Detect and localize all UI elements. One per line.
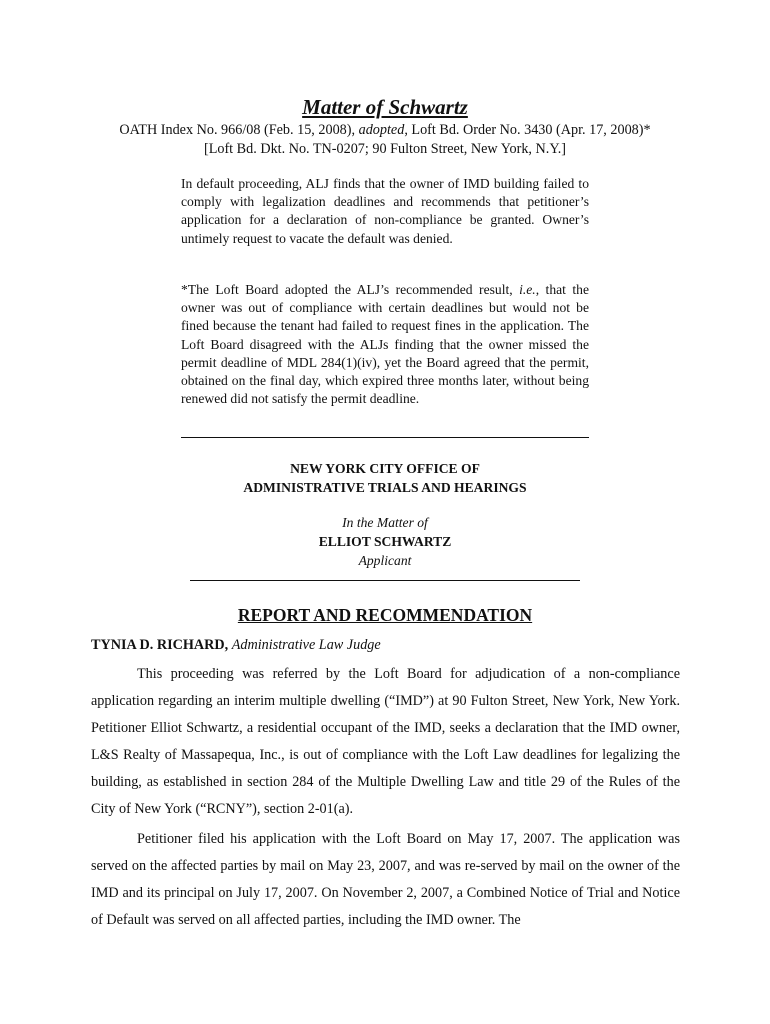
document-title: [0, 94, 770, 120]
judge-role: Administrative Law Judge: [231, 637, 381, 653]
party-role: Applicant: [358, 553, 412, 568]
caption-block: [0, 513, 770, 570]
caption-rule: [190, 580, 580, 581]
citation-adopted: adopted: [358, 122, 405, 138]
report-title: REPORT AND RECOMMENDATION: [237, 605, 533, 625]
note-post: , that the owner was out of compliance with certain deadlines but would not be fined because the tenant had failed to request fines in the application. The Loft Board disagreed with the ALJs finding that the owner missed the permit deadline of MDL 284(1)(iv), yet the Board agreed that the permit, obtained on the final day, which expired three months later, without being renewed did not satisfy the permit deadline.: [181, 282, 589, 407]
judge-line: [91, 636, 381, 655]
party-name: ELLIOT SCHWARTZ: [318, 534, 452, 549]
summary-paragraph: [181, 175, 589, 248]
citation-block: [0, 121, 770, 159]
citation-index: OATH Index No. 966/08 (Feb. 15, 2008),: [119, 122, 359, 138]
document-title-text: Matter of Schwartz: [302, 95, 468, 119]
citation-line-2: [Loft Bd. Dkt. No. TN-0207; 90 Fulton Street, New York, N.Y.]: [203, 141, 567, 157]
report-body: [91, 661, 680, 934]
in-the-matter: In the Matter of: [342, 515, 428, 530]
judge-name: TYNIA D. RICHARD,: [91, 637, 229, 653]
citation-line-1: [0, 121, 770, 140]
separator-rule: [181, 437, 589, 438]
note-text: [181, 281, 589, 408]
court-line-1: NEW YORK CITY OFFICE OF: [290, 461, 480, 476]
citation-order: , Loft Bd. Order No. 3430 (Apr. 17, 2008)*: [404, 122, 651, 138]
court-line-2: ADMINISTRATIVE TRIALS AND HEARINGS: [243, 480, 527, 495]
court-heading: [0, 459, 770, 497]
body-paragraph-2: Petitioner filed his application with the Loft Board on May 17, 2007. The application was served on the affected parties by mail on May 23, 2007, and was re-served by mail on the owner of the IMD and its principal on July 17, 2007. On November 2, 2007, a Combined Notice of Trial and Notice of Default was served on all affected parties, including the IMD owner. The: [91, 831, 680, 928]
note-italic: i.e.: [519, 282, 536, 297]
summary-text: In default proceeding, ALJ finds that the owner of IMD building failed to comply with legalization deadlines and recommends that petitioner’s application for a declaration of non-compliance be granted. Owner’s untimely request to vacate the default was denied.: [181, 176, 589, 246]
note-pre: *The Loft Board adopted the ALJ’s recommended result,: [181, 282, 520, 297]
body-paragraph-1: This proceeding was referred by the Loft Board for adjudication of a non-compliance application regarding an interim multiple dwelling (“IMD”) at 90 Fulton Street, New York, New York. Petitioner Elliot Schwartz, a residential occupant of the IMD, seeks a declaration that the IMD owner, L&S Realty of Massapequa, Inc., is out of compliance with the Loft Law deadlines for legalizing the building, as established in section 284 of the Multiple Dwelling Law and title 29 of the Rules of the City of New York (“RCNY”), section 2-01(a).: [91, 666, 680, 817]
loft-board-note: [181, 281, 589, 408]
